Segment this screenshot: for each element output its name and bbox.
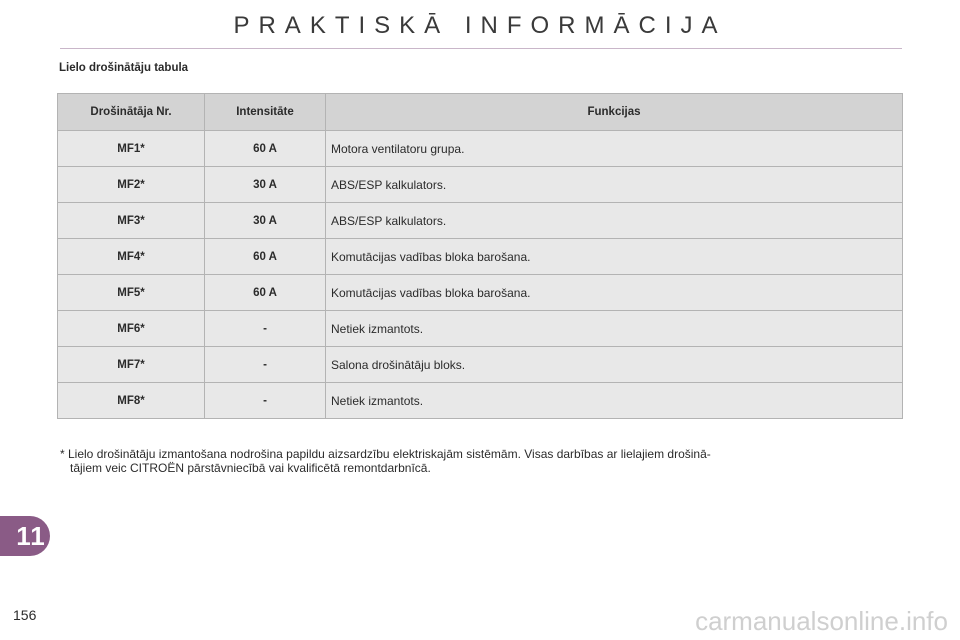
function-cell: Salona drošinātāju bloks.: [326, 347, 903, 383]
fuse-nr-cell: MF5*: [58, 275, 205, 311]
page-title: PRAKTISKĀ INFORMĀCIJA: [233, 12, 727, 39]
fuse-nr-cell: MF2*: [58, 167, 205, 203]
page-number: 156: [13, 607, 37, 623]
fuse-nr-cell: MF3*: [58, 203, 205, 239]
intensity-cell: 60 A: [205, 275, 326, 311]
function-cell: Motora ventilatoru grupa.: [326, 131, 903, 167]
function-cell: Netiek izmantots.: [326, 383, 903, 419]
table-row: [58, 167, 903, 203]
fuse-table: [57, 93, 903, 419]
table-header-row: [58, 94, 903, 131]
intensity-cell: -: [205, 383, 326, 419]
intensity-cell: 30 A: [205, 203, 326, 239]
table-row: [58, 239, 903, 275]
column-header-functions: Funkcijas: [326, 94, 903, 131]
table-row: [58, 275, 903, 311]
table-row: [58, 347, 903, 383]
column-header-fuse-nr: Drošinātāja Nr.: [58, 94, 205, 131]
chapter-number: 11: [16, 521, 46, 551]
function-cell: Komutācijas vadības bloka barošana.: [326, 275, 903, 311]
fuse-nr-cell: MF4*: [58, 239, 205, 275]
footnote: [60, 447, 908, 475]
intensity-cell: 60 A: [205, 239, 326, 275]
intensity-cell: 60 A: [205, 131, 326, 167]
fuse-nr-cell: MF8*: [58, 383, 205, 419]
table-row: [58, 383, 903, 419]
title-divider: [60, 48, 902, 49]
fuse-nr-cell: MF1*: [58, 131, 205, 167]
fuse-nr-cell: MF6*: [58, 311, 205, 347]
intensity-cell: -: [205, 311, 326, 347]
table-row: [58, 311, 903, 347]
fuse-nr-cell: MF7*: [58, 347, 205, 383]
function-cell: ABS/ESP kalkulators.: [326, 203, 903, 239]
function-cell: Netiek izmantots.: [326, 311, 903, 347]
table-row: [58, 131, 903, 167]
function-cell: Komutācijas vadības bloka barošana.: [326, 239, 903, 275]
section-heading: Lielo drošinātāju tabula: [59, 62, 189, 74]
column-header-intensity: Intensitāte: [205, 94, 326, 131]
footnote-line-1: * Lielo drošinātāju izmantošana nodrošina papildu aizsardzību elektriskajām sistēmām. Visas darbības ar lielajiem drošinā-: [60, 447, 711, 461]
intensity-cell: -: [205, 347, 326, 383]
watermark: carmanualsonline.info: [695, 606, 948, 636]
function-cell: ABS/ESP kalkulators.: [326, 167, 903, 203]
footnote-line-2: tājiem veic CITROËN pārstāvniecībā vai kvalificētā remontdarbnīcā.: [70, 461, 431, 475]
table-row: [58, 203, 903, 239]
intensity-cell: 30 A: [205, 167, 326, 203]
